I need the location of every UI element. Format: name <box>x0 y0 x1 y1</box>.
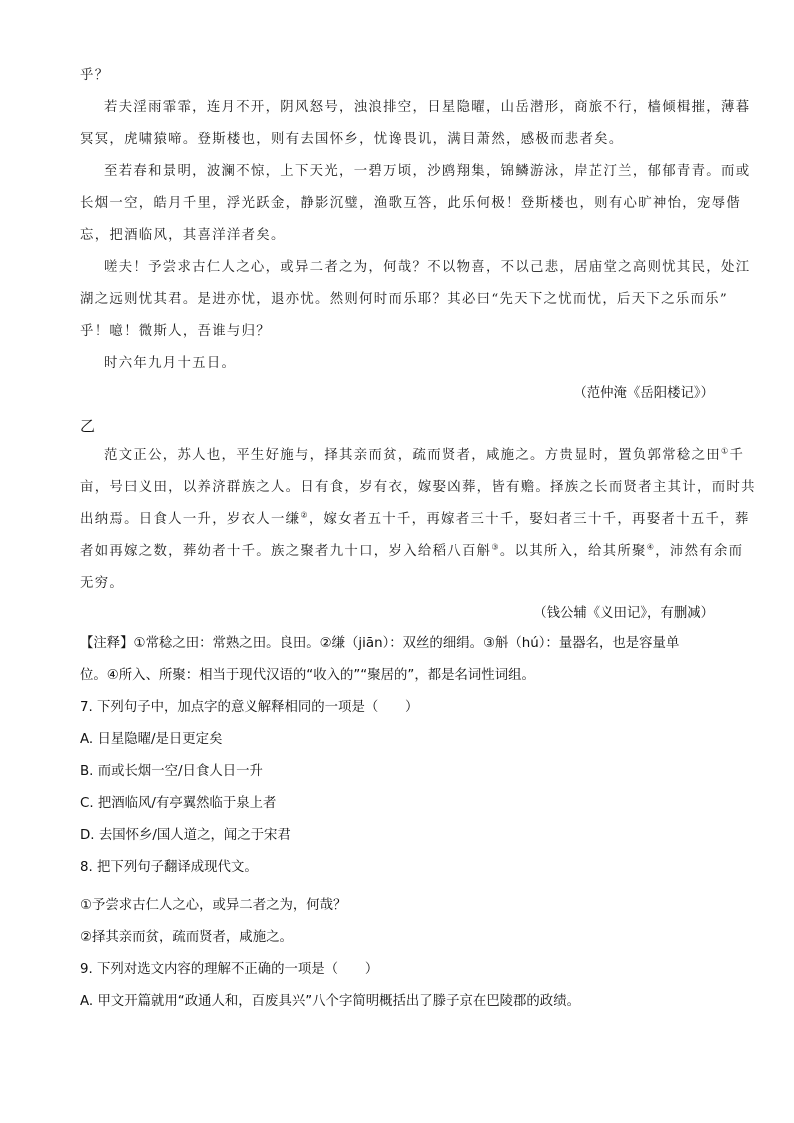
q8-item-2: ②择其亲而贫，疏而贤者，咸施之。 <box>80 930 293 945</box>
q7-option-b: B. 而或长烟一空/日食人日一升 <box>80 764 263 779</box>
jia-line-1: 若夫淫雨霏霏，连月不开，阴风怒号，浊浪排空，日星隐曜，山岳潜形，商旅不行，樯倾楫摧，薄暮 <box>104 100 751 115</box>
question-7: 7. 下列句子中，加点字的意义解释相同的一项是（ ） <box>80 700 419 715</box>
footnote-mark-2: ② <box>300 510 309 520</box>
q7-option-d: D. 去国怀乡/国人道之，闻之于宋君 <box>80 828 291 843</box>
yi-label: 乙 <box>80 417 96 435</box>
yi-line-4-text: 者如再嫁之数，葬幼者十千。族之聚者九十口，岁入给稻八百斛 <box>80 544 492 559</box>
yi-source: （钱公辅《义田记》，有删减） <box>533 606 714 621</box>
yi-line-1-text: 范文正公，苏人也，平生好施与，择其亲而贫，疏而贤者，咸施之。方贵显时，置负郭常稔之田 <box>104 448 722 463</box>
jia-line-6: 嗟夫！予尝求古仁人之心，或异二者之为，何哉？不以物喜，不以己悲，居庙堂之高则忧其民，处江 <box>104 260 751 275</box>
yi-line-4 <box>80 542 743 562</box>
yi-line-1-end: 千 <box>729 448 745 463</box>
jia-line-5: 忘，把酒临风，其喜洋洋者矣。 <box>80 228 286 243</box>
q7-option-c: C. 把酒临风/有亭翼然临于泉上者 <box>80 796 277 811</box>
jia-source: （范仲淹《岳阳楼记》） <box>573 386 714 401</box>
jia-line-9: 时六年九月十五日。 <box>104 356 237 371</box>
yi-line-6: 无穷。 <box>80 576 125 591</box>
footnote-mark-3: ③ <box>491 542 500 552</box>
footnote-mark-4: ④ <box>646 542 656 552</box>
notes-line-1: 【注释】①常稔之田：常熟之田。良田。②缣（jiān）：双丝的细绢。③斛（hú）：量器名，也是容量单 <box>80 636 680 651</box>
question-9: 9. 下列对选文内容的理解不正确的一项是（ ） <box>80 962 379 977</box>
question-8: 8. 把下列句子翻译成现代文。 <box>80 860 258 875</box>
jia-line-0: 乎？ <box>80 68 110 83</box>
jia-line-2: 冥冥，虎啸猿啼。登斯楼也，则有去国怀乡，忧谗畏讥，满目萧然，感极而悲者矣。 <box>80 132 624 147</box>
yi-line-3 <box>80 510 750 530</box>
jia-line-7: 湖之远则忧其君。是进亦忧，退亦忧。然则何时而乐耶？其必曰“先天下之忧而忧，后天下之乐而乐” <box>80 292 728 307</box>
yi-line-4-end: ，沛然有余而 <box>655 544 744 559</box>
yi-line-3-rest: ，嫁女者五十千，再嫁者三十千，娶妇者三十千，再娶者十五千，葬 <box>308 512 750 527</box>
jia-line-8: 乎！噫！微斯人，吾谁与归？ <box>80 324 271 339</box>
yi-line-3-text: 出纳焉。日食人一升，岁衣人一缣 <box>80 512 301 527</box>
q7-option-a: A. 日星隐曜/是日更定矣 <box>80 732 223 747</box>
q8-item-1: ①予尝求古仁人之心，或异二者之为，何哉？ <box>80 898 347 913</box>
footnote-mark-1: ① <box>721 446 730 456</box>
jia-line-3: 至若春和景明，波澜不惊，上下天光，一碧万顷，沙鸥翔集，锦鳞游泳，岸芷汀兰，郁郁青青。而或 <box>104 164 751 179</box>
yi-line-1 <box>104 446 744 466</box>
notes-line-2: 位。④所入、所聚：相当于现代汉语的“收入的”“聚居的”，都是名词性词组。 <box>80 668 535 683</box>
jia-line-4: 长烟一空，皓月千里，浮光跃金，静影沉璧，渔歌互答，此乐何极！登斯楼也，则有心旷神怡，宠辱偕 <box>80 196 742 211</box>
q9-option-a: A. 甲文开篇就用“政通人和，百废具兴”八个字简明概括出了滕子京在巴陵郡的政绩。 <box>80 994 580 1009</box>
yi-line-2: 亩，号曰义田，以养济群族之人。日有食，岁有衣，嫁娶凶葬，皆有赡。择族之长而贤者主其计，而时共 <box>80 480 756 495</box>
yi-line-4-mid: 。以其所入，给其所聚 <box>499 544 647 559</box>
